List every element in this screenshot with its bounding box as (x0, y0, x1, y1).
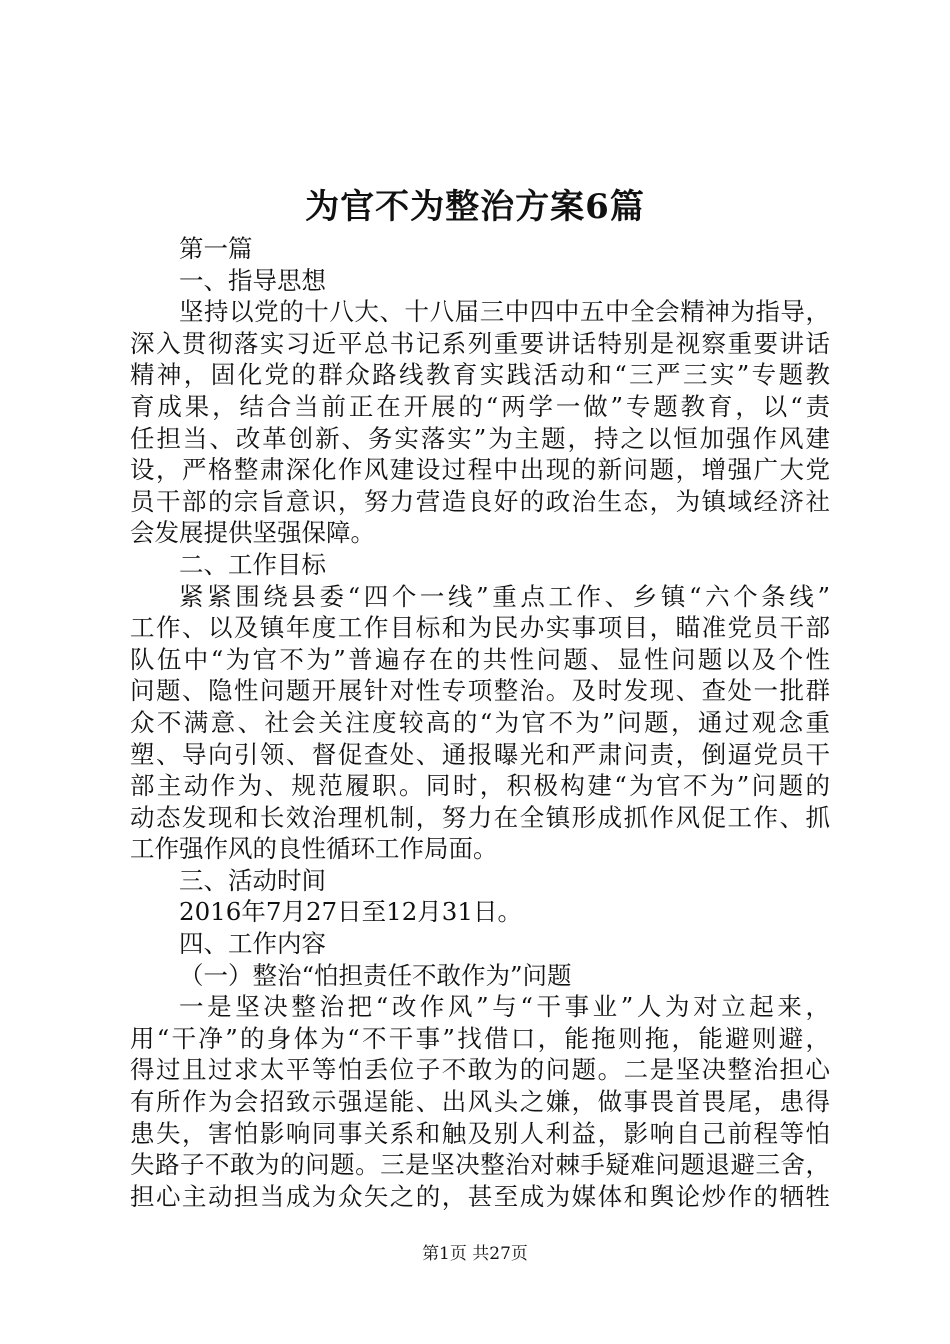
text-line: 精神，固化党的群众路线教育实践活动和“三严三实”专题教 (130, 360, 830, 390)
text-line: 员干部的宗旨意识，努力营造良好的政治生态，为镇域经济社 (130, 486, 830, 516)
text-line: 会发展提供坚强保障。 (130, 518, 375, 548)
text-line: 育成果，结合当前正在开展的“两学一做”专题教育，以“责 (130, 391, 830, 421)
text-line: 得过且过求太平等怕丢位子不敢为的问题。二是坚决整治担心 (130, 1055, 830, 1085)
text-line: 工作强作风的良性循环工作局面。 (130, 834, 498, 864)
text-line: 用“干净”的身体为“不干事”找借口，能拖则拖，能避则避， (130, 1023, 830, 1053)
text-line: 患失，害怕影响同事关系和触及别人利益，影响自己前程等怕 (130, 1118, 830, 1148)
text-line: 失路子不敢为的问题。三是坚决整治对棘手疑难问题退避三舍， (130, 1150, 830, 1180)
text-line: 三、活动时间 (179, 865, 326, 895)
text-line: 任担当、改革创新、务实落实”为主题，持之以恒加强作风建 (130, 423, 830, 453)
text-line: 部主动作为、规范履职。同时，积极构建“为官不为”问题的 (130, 771, 830, 801)
text-line: 塑、导向引领、督促查处、通报曝光和严肃问责，倒逼党员干 (130, 739, 830, 769)
text-line: 问题、隐性问题开展针对性专项整治。及时发现、查处一批群 (130, 676, 830, 706)
document-body (130, 233, 830, 1212)
text-line: 坚持以党的十八大、十八届三中四中五中全会精神为指导， (179, 297, 830, 327)
text-line: 紧紧围绕县委“四个一线”重点工作、乡镇“六个条线” (179, 581, 830, 611)
text-line: 一是坚决整治把“改作风”与“干事业”人为对立起来， (179, 992, 830, 1022)
text-line: 一、指导思想 (179, 265, 326, 295)
text-line: 队伍中“为官不为”普遍存在的共性问题、显性问题以及个性 (130, 644, 830, 674)
text-line: 工作、以及镇年度工作目标和为民办实事项目，瞄准党员干部 (130, 613, 830, 643)
text-line: 担心主动担当成为众矢之的，甚至成为媒体和舆论炒作的牺牲 (130, 1181, 830, 1211)
text-line: 深入贯彻落实习近平总书记系列重要讲话特别是视察重要讲话 (130, 328, 830, 358)
text-line: 设，严格整肃深化作风建设过程中出现的新问题，增强广大党 (130, 455, 830, 485)
text-line: 四、工作内容 (179, 929, 326, 959)
text-line: 众不满意、社会关注度较高的“为官不为”问题，通过观念重 (130, 707, 830, 737)
text-line: 动态发现和长效治理机制，努力在全镇形成抓作风促工作、抓 (130, 802, 830, 832)
text-line: 二、工作目标 (179, 549, 326, 579)
text-line: 2016年7月27日至12月31日。 (179, 897, 522, 927)
text-line: 有所作为会招致示强逞能、出风头之嫌，做事畏首畏尾，患得 (130, 1087, 830, 1117)
text-line: 第一篇 (179, 234, 253, 263)
text-line: （一）整治“怕担责任不敢作为”问题 (179, 960, 572, 990)
document-title: 为官不为整治方案6篇 (305, 187, 645, 227)
page-footer: 第1页 共27页 (422, 1244, 528, 1264)
